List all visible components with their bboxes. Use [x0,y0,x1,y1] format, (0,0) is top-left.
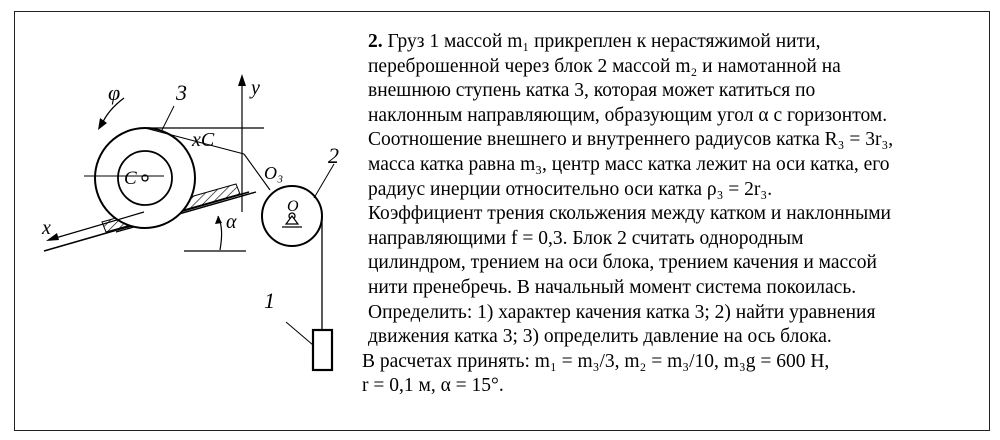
label-o: O [287,198,299,215]
label-phi: φ [108,80,121,105]
label-x: x [42,217,51,239]
phi-arrow [98,118,107,130]
problem-line-10: цилиндром, трением на оси блока, трением качения и массой [368,252,877,274]
problem-line-7: радиус инерции относительно оси катка ρ₃ = 2r₃. [368,178,773,200]
problem-line-2: переброшенной через блок 2 массой m₂ и намотанной на [368,55,841,77]
problem-line-12: Определить: 1) характер качения катка 3; 2) найти уравнения [368,301,876,323]
problem-line-15: r = 0,1 м, α = 15°. [362,375,504,397]
label-o3: O₃ [264,163,284,183]
label-2-leader [314,164,334,198]
problem-line-4: наклонным направляющим, образующим угол α с горизонтом. [368,104,888,126]
label-y: y [251,77,260,99]
problem-line-5: Соотношение внешнего и внутреннего радиусов катка R₃ = 3r₃, [368,129,894,151]
problem-number: 2. [368,31,383,52]
problem-line-13: движения катка 3; 3) определить давление на ось блока. [368,326,832,348]
label-c: C [124,168,137,189]
mechanism-diagram [24,60,364,390]
label-3-leader [162,106,174,130]
alpha-arrow [215,216,222,224]
label-alpha: α [226,211,237,233]
label-1-leader [286,322,313,345]
problem-text [362,30,968,399]
label-weight-1: 1 [264,288,275,313]
problem-line-8: Коэффициент трения скольжения между катком и наклонными [368,203,891,225]
problem-line-9: направляющими f = 0,3. Блок 2 считать однородным [368,227,804,249]
label-xc: xC [192,129,215,151]
label-block-2: 2 [328,143,339,168]
mechanism-figure [24,60,364,390]
weight-1 [313,330,332,370]
problem-line-11: нити пренебречь. В начальный момент система покоилась. [368,276,857,298]
problem-line-1: 2. Груз 1 массой m₁ прикреплен к нерастяжимой нити, [368,31,821,52]
problem-line-6: масса катка равна m₃, центр масс катка лежит на оси катка, его [368,153,890,175]
y-axis-arrow [238,74,246,86]
problem-line-14: В расчетах принять: m₁ = m₃/3, m₂ = m₃/10, m₃g = 600 Н, [362,350,830,372]
problem-line-3: внешнюю ступень катка 3, которая может катиться по [368,80,816,102]
label-roller-3: 3 [176,80,187,105]
